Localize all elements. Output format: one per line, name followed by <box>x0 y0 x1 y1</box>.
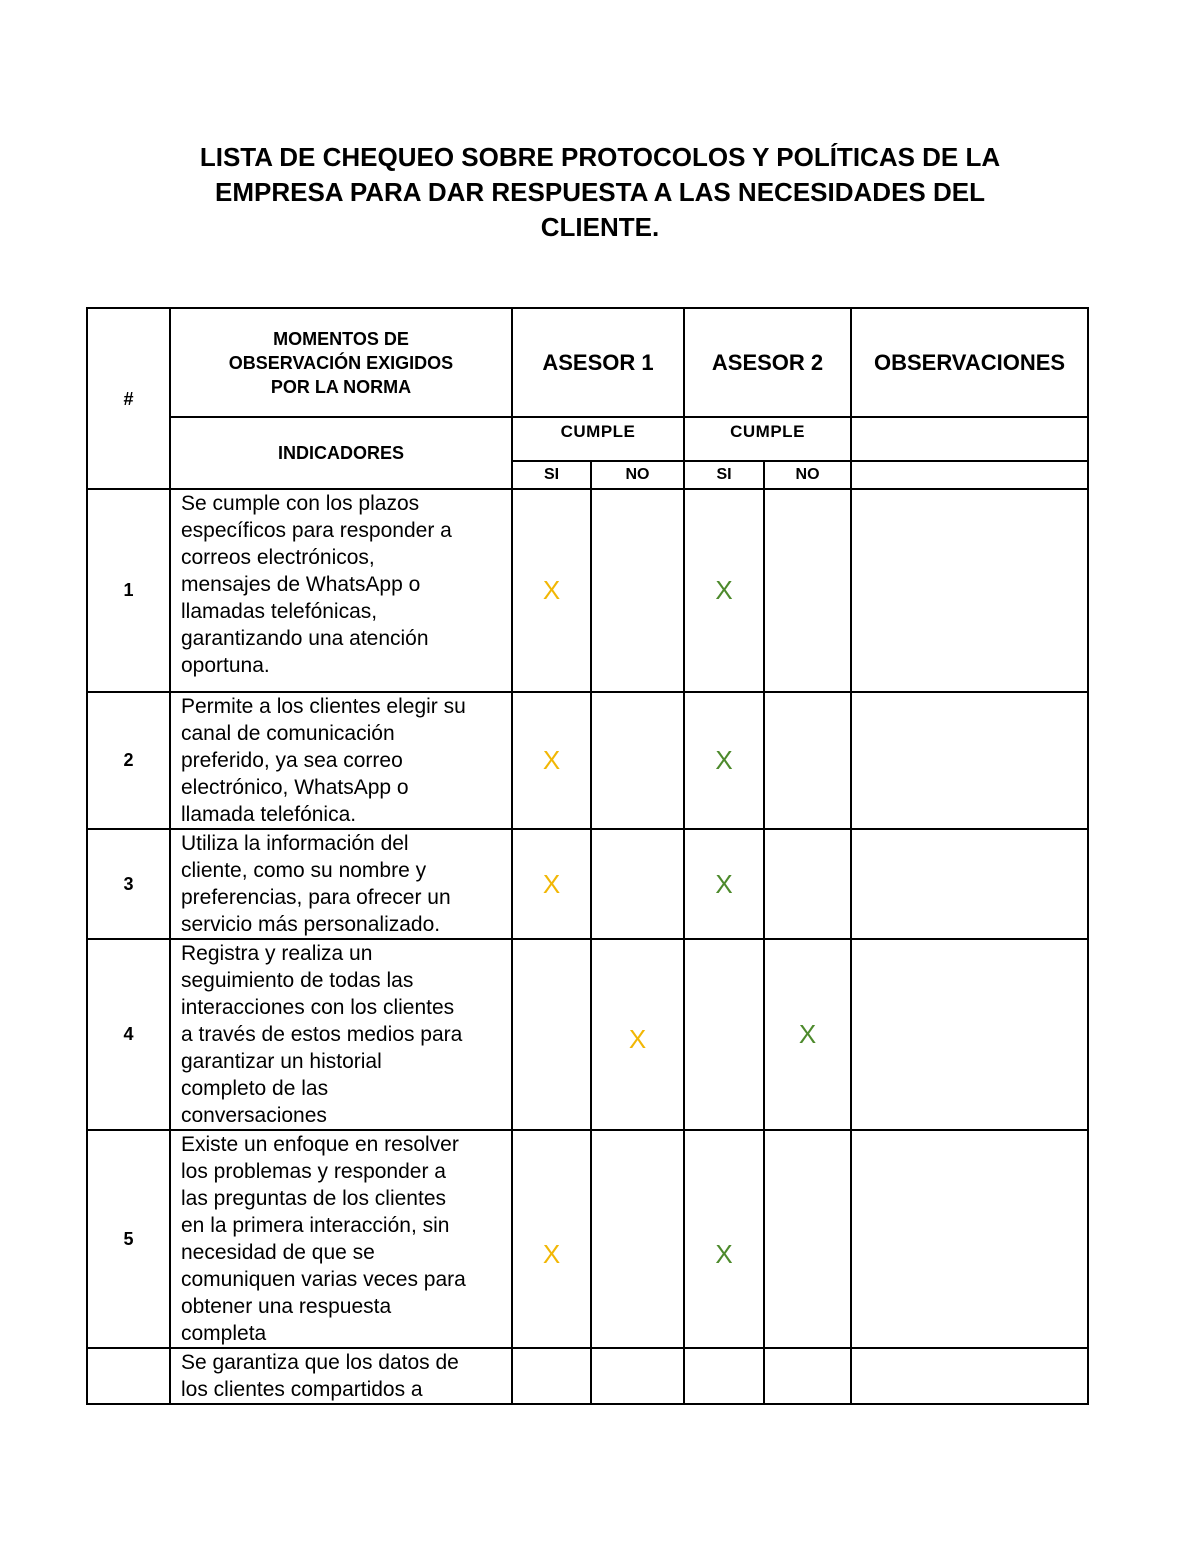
header-momentos <box>170 308 512 417</box>
asesor1-no-mark <box>591 1130 684 1348</box>
row-number: 5 <box>87 1130 170 1348</box>
indicator-line: mensajes de WhatsApp o <box>181 573 421 596</box>
header-no-2: NO <box>764 461 851 489</box>
indicator-line: obtener una respuesta <box>181 1295 392 1318</box>
header-no-1: NO <box>591 461 684 489</box>
header-cumple-1: CUMPLE <box>512 417 684 461</box>
asesor2-si-mark: X <box>684 829 764 939</box>
asesor2-no-mark <box>764 1130 851 1348</box>
row-indicator <box>170 829 512 939</box>
header-indicadores: INDICADORES <box>170 417 512 489</box>
indicator-line: electrónico, WhatsApp o <box>181 776 409 799</box>
indicator-line: a través de estos medios para <box>181 1023 463 1046</box>
row-number <box>87 1348 170 1404</box>
table-row <box>87 829 1088 939</box>
indicator-line: garantizando una atención <box>181 627 429 650</box>
header-cumple-2: CUMPLE <box>684 417 851 461</box>
row-indicator <box>170 1348 512 1404</box>
header-asesor-2: ASESOR 2 <box>684 308 851 417</box>
indicator-line: correos electrónicos, <box>181 546 375 569</box>
asesor2-no-mark <box>764 1348 851 1404</box>
indicator-line: los problemas y responder a <box>181 1160 446 1183</box>
observation-cell <box>851 1348 1088 1404</box>
table-row <box>87 692 1088 829</box>
indicator-line: canal de comunicación <box>181 722 395 745</box>
asesor2-si-mark: X <box>684 489 764 692</box>
table-row <box>87 489 1088 692</box>
document-title <box>100 140 1100 245</box>
asesor1-si-mark: X <box>512 692 591 829</box>
header-obs-empty <box>851 417 1088 461</box>
indicator-line: Existe un enfoque en resolver <box>181 1133 459 1156</box>
asesor1-no-mark <box>591 1348 684 1404</box>
asesor1-no-mark <box>591 489 684 692</box>
indicator-line: cliente, como su nombre y <box>181 859 427 882</box>
indicator-line: servicio más personalizado. <box>181 913 441 936</box>
indicator-line: preferido, ya sea correo <box>181 749 403 772</box>
table-row <box>87 1348 1088 1404</box>
observation-cell <box>851 829 1088 939</box>
table-row <box>87 1130 1088 1348</box>
checklist-table <box>86 307 1089 1405</box>
indicator-line: en la primera interacción, sin <box>181 1214 450 1237</box>
asesor2-si-mark: X <box>684 692 764 829</box>
asesor2-si-mark: X <box>684 1130 764 1348</box>
row-indicator <box>170 1130 512 1348</box>
indicator-line: seguimiento de todas las <box>181 969 414 992</box>
asesor2-no-mark: X <box>764 939 851 1130</box>
indicator-line: llamadas telefónicas, <box>181 600 378 623</box>
indicator-line: interacciones con los clientes <box>181 996 455 1019</box>
header-si-2: SI <box>684 461 764 489</box>
indicator-line: Registra y realiza un <box>181 942 373 965</box>
title-line: CLIENTE. <box>540 212 660 242</box>
indicator-line: específicos para responder a <box>181 519 452 542</box>
header-momentos-line: MOMENTOS DE <box>273 328 409 349</box>
indicator-line: completa <box>181 1322 267 1345</box>
asesor1-si-mark <box>512 939 591 1130</box>
asesor1-no-mark <box>591 692 684 829</box>
indicator-line: Se garantiza que los datos de <box>181 1351 459 1374</box>
row-number: 4 <box>87 939 170 1130</box>
indicator-line: los clientes compartidos a <box>181 1378 423 1401</box>
row-indicator <box>170 489 512 692</box>
header-asesor-1: ASESOR 1 <box>512 308 684 417</box>
table-row <box>87 939 1088 1130</box>
indicator-line: garantizar un historial <box>181 1050 382 1073</box>
header-si-1: SI <box>512 461 591 489</box>
asesor1-si-mark: X <box>512 489 591 692</box>
asesor2-si-mark <box>684 1348 764 1404</box>
indicator-line: preferencias, para ofrecer un <box>181 886 451 909</box>
asesor2-no-mark <box>764 829 851 939</box>
asesor1-si-mark: X <box>512 1130 591 1348</box>
indicator-line: comuniquen varias veces para <box>181 1268 466 1291</box>
row-indicator <box>170 692 512 829</box>
row-number: 2 <box>87 692 170 829</box>
header-row-cumple <box>87 417 1088 461</box>
row-number: 1 <box>87 489 170 692</box>
indicator-line: conversaciones <box>181 1104 327 1127</box>
asesor2-si-mark <box>684 939 764 1130</box>
asesor1-no-mark <box>591 829 684 939</box>
indicator-line: llamada telefónica. <box>181 803 357 826</box>
observation-cell <box>851 1130 1088 1348</box>
asesor1-si-mark <box>512 1348 591 1404</box>
header-momentos-line: OBSERVACIÓN EXIGIDOS <box>228 352 454 373</box>
indicator-line: Se cumple con los plazos <box>181 492 420 515</box>
header-num: # <box>87 308 170 489</box>
asesor1-no-mark: X <box>591 939 684 1130</box>
asesor1-si-mark: X <box>512 829 591 939</box>
indicator-line: completo de las <box>181 1077 329 1100</box>
asesor2-no-mark <box>764 489 851 692</box>
header-obs-empty <box>851 461 1088 489</box>
header-observaciones: OBSERVACIONES <box>851 308 1088 417</box>
row-number: 3 <box>87 829 170 939</box>
header-momentos-line: POR LA NORMA <box>270 376 412 397</box>
indicator-line: oportuna. <box>181 654 270 677</box>
observation-cell <box>851 489 1088 692</box>
indicator-line: las preguntas de los clientes <box>181 1187 446 1210</box>
row-indicator <box>170 939 512 1130</box>
asesor2-no-mark <box>764 692 851 829</box>
indicator-line: necesidad de que se <box>181 1241 375 1264</box>
indicator-line: Permite a los clientes elegir su <box>181 695 466 718</box>
title-line: EMPRESA PARA DAR RESPUESTA A LAS NECESIDADES DEL <box>215 177 985 207</box>
header-row-top <box>87 308 1088 417</box>
title-line: LISTA DE CHEQUEO SOBRE PROTOCOLOS Y POLÍTICAS DE LA <box>199 142 1001 172</box>
observation-cell <box>851 692 1088 829</box>
observation-cell <box>851 939 1088 1130</box>
indicator-line: Utiliza la información del <box>181 832 409 855</box>
